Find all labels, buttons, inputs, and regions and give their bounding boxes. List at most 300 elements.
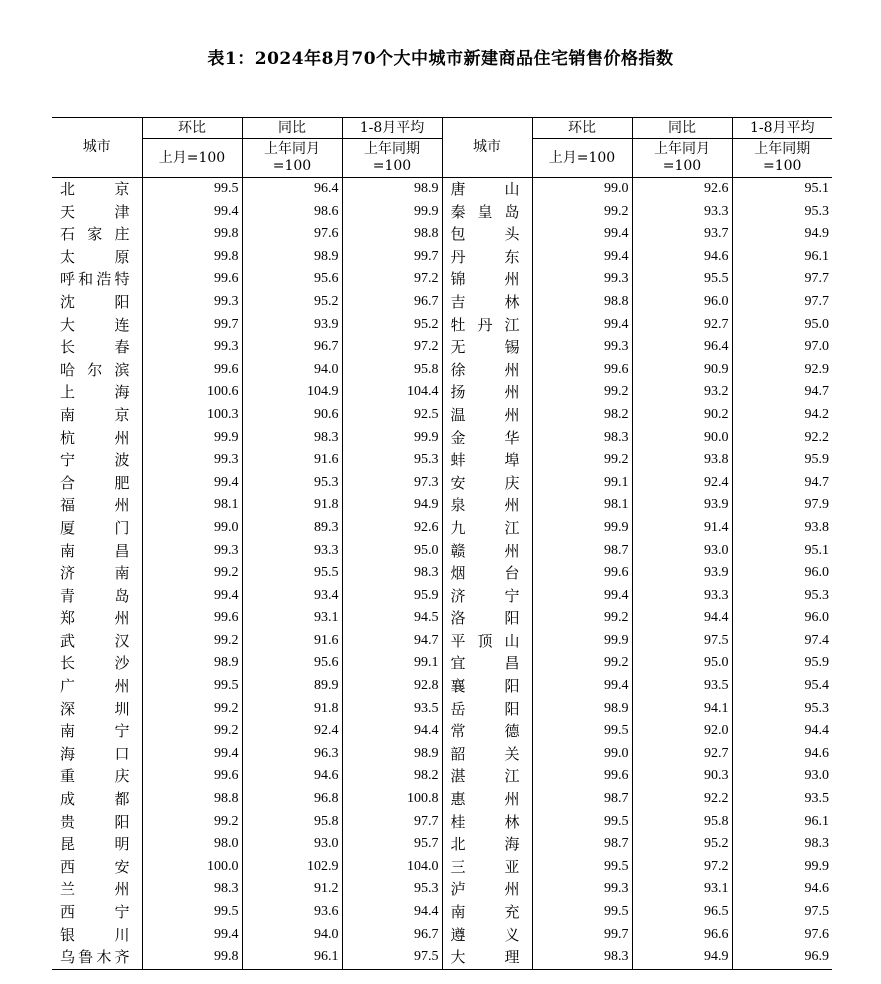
cell-city-left: 重庆: [52, 765, 142, 788]
header-avg-base-line2: =100: [763, 158, 802, 174]
cell-yoy-left: 96.8: [242, 788, 342, 811]
cell-mom-left: 100.3: [142, 404, 242, 427]
cell-city-left: 乌鲁木齐: [52, 946, 142, 969]
cell-yoy-left: 96.7: [242, 336, 342, 359]
cell-avg-left: 95.2: [342, 314, 442, 337]
cell-avg-left: 95.7: [342, 833, 442, 856]
cell-avg-left: 97.3: [342, 472, 442, 495]
cell-city-right: 牡丹江: [442, 314, 532, 337]
cell-avg-right: 92.2: [732, 427, 832, 450]
cell-avg-left: 98.9: [342, 178, 442, 201]
cell-avg-left: 98.8: [342, 223, 442, 246]
header-avg-right: 1-8月平均: [732, 118, 832, 139]
cell-city-right: 洛阳: [442, 607, 532, 630]
table-row: [52, 178, 832, 201]
cell-city-right: 襄阳: [442, 675, 532, 698]
cell-yoy-right: 93.7: [632, 223, 732, 246]
cell-city-right: 包头: [442, 223, 532, 246]
cell-mom-right: 99.5: [532, 901, 632, 924]
cell-mom-right: 98.9: [532, 698, 632, 721]
cell-yoy-left: 96.3: [242, 743, 342, 766]
table-row: [52, 223, 832, 246]
cell-yoy-right: 95.2: [632, 833, 732, 856]
cell-city-left: 大连: [52, 314, 142, 337]
cell-avg-left: 104.4: [342, 381, 442, 404]
cell-mom-right: 99.9: [532, 517, 632, 540]
cell-avg-right: 96.1: [732, 246, 832, 269]
cell-mom-right: 99.4: [532, 246, 632, 269]
cell-yoy-left: 94.0: [242, 924, 342, 947]
cell-mom-left: 99.4: [142, 924, 242, 947]
cell-mom-left: 99.6: [142, 268, 242, 291]
cell-avg-right: 94.7: [732, 472, 832, 495]
cell-avg-left: 96.7: [342, 291, 442, 314]
cell-avg-left: 97.2: [342, 336, 442, 359]
cell-city-left: 银川: [52, 924, 142, 947]
cell-avg-left: 92.5: [342, 404, 442, 427]
cell-avg-left: 97.7: [342, 811, 442, 834]
cell-mom-left: 99.2: [142, 630, 242, 653]
cell-yoy-right: 90.3: [632, 765, 732, 788]
cell-mom-right: 99.4: [532, 675, 632, 698]
table-row: [52, 788, 832, 811]
cell-mom-left: 99.3: [142, 540, 242, 563]
cell-city-right: 三亚: [442, 856, 532, 879]
price-index-table: [52, 117, 832, 970]
cell-mom-left: 99.8: [142, 223, 242, 246]
cell-mom-right: 98.3: [532, 427, 632, 450]
cell-mom-left: 99.6: [142, 359, 242, 382]
cell-yoy-right: 90.2: [632, 404, 732, 427]
cell-avg-right: 95.3: [732, 698, 832, 721]
cell-avg-left: 99.9: [342, 201, 442, 224]
cell-city-right: 安庆: [442, 472, 532, 495]
cell-yoy-right: 94.9: [632, 946, 732, 969]
cell-yoy-left: 91.2: [242, 878, 342, 901]
cell-yoy-right: 93.0: [632, 540, 732, 563]
cell-city-right: 桂林: [442, 811, 532, 834]
cell-city-right: 惠州: [442, 788, 532, 811]
cell-mom-right: 99.0: [532, 743, 632, 766]
table-row: [52, 246, 832, 269]
cell-mom-left: 99.2: [142, 698, 242, 721]
cell-avg-right: 97.5: [732, 901, 832, 924]
cell-avg-left: 97.2: [342, 268, 442, 291]
cell-mom-left: 99.5: [142, 675, 242, 698]
cell-city-left: 南京: [52, 404, 142, 427]
cell-mom-left: 98.0: [142, 833, 242, 856]
cell-yoy-left: 97.6: [242, 223, 342, 246]
cell-mom-left: 99.3: [142, 291, 242, 314]
cell-city-left: 杭州: [52, 427, 142, 450]
cell-city-right: 赣州: [442, 540, 532, 563]
header-yoy-left: 同比: [242, 118, 342, 139]
cell-avg-left: 104.0: [342, 856, 442, 879]
table-row: [52, 698, 832, 721]
table-row: [52, 314, 832, 337]
cell-avg-right: 97.7: [732, 291, 832, 314]
cell-yoy-left: 96.4: [242, 178, 342, 201]
table-row: [52, 472, 832, 495]
cell-yoy-left: 89.3: [242, 517, 342, 540]
cell-yoy-left: 93.6: [242, 901, 342, 924]
cell-mom-left: 99.8: [142, 946, 242, 969]
cell-mom-left: 98.8: [142, 788, 242, 811]
cell-yoy-left: 102.9: [242, 856, 342, 879]
cell-avg-right: 92.9: [732, 359, 832, 382]
cell-yoy-right: 94.4: [632, 607, 732, 630]
cell-city-left: 青岛: [52, 585, 142, 608]
cell-mom-right: 99.3: [532, 878, 632, 901]
cell-mom-left: 99.8: [142, 246, 242, 269]
table-row: [52, 765, 832, 788]
table-row: [52, 359, 832, 382]
table-body: [52, 178, 832, 970]
cell-yoy-left: 95.6: [242, 268, 342, 291]
cell-avg-left: 93.5: [342, 698, 442, 721]
cell-yoy-right: 93.5: [632, 675, 732, 698]
table-row: [52, 268, 832, 291]
cell-mom-left: 99.5: [142, 178, 242, 201]
cell-yoy-right: 95.5: [632, 268, 732, 291]
header-mom-base-right: 上月=100: [532, 139, 632, 178]
cell-avg-left: 94.9: [342, 494, 442, 517]
cell-city-left: 海口: [52, 743, 142, 766]
cell-yoy-left: 91.6: [242, 449, 342, 472]
cell-city-left: 长春: [52, 336, 142, 359]
table-row: [52, 652, 832, 675]
cell-avg-right: 94.2: [732, 404, 832, 427]
header-yoy-base-line1: 上年同月: [264, 141, 320, 157]
cell-avg-left: 100.8: [342, 788, 442, 811]
cell-mom-left: 98.1: [142, 494, 242, 517]
header-avg-base-line1: 上年同期: [754, 141, 811, 157]
cell-mom-right: 99.2: [532, 201, 632, 224]
cell-city-left: 深圳: [52, 698, 142, 721]
table-row: [52, 743, 832, 766]
cell-avg-left: 94.5: [342, 607, 442, 630]
cell-city-right: 大理: [442, 946, 532, 969]
cell-yoy-left: 93.4: [242, 585, 342, 608]
cell-mom-left: 99.6: [142, 765, 242, 788]
cell-city-right: 遵义: [442, 924, 532, 947]
cell-avg-right: 95.4: [732, 675, 832, 698]
header-mom-right: 环比: [532, 118, 632, 139]
header-mom-base-left: 上月=100: [142, 139, 242, 178]
cell-avg-left: 94.7: [342, 630, 442, 653]
cell-avg-left: 99.7: [342, 246, 442, 269]
cell-avg-right: 95.3: [732, 201, 832, 224]
cell-avg-right: 95.9: [732, 652, 832, 675]
cell-city-right: 蚌埠: [442, 449, 532, 472]
cell-city-left: 北京: [52, 178, 142, 201]
cell-mom-right: 98.2: [532, 404, 632, 427]
cell-city-right: 丹东: [442, 246, 532, 269]
cell-mom-left: 99.2: [142, 562, 242, 585]
header-yoy-base-line1: 上年同月: [654, 141, 710, 157]
cell-city-left: 天津: [52, 201, 142, 224]
cell-mom-right: 99.5: [532, 811, 632, 834]
cell-yoy-left: 91.8: [242, 698, 342, 721]
cell-yoy-left: 95.5: [242, 562, 342, 585]
cell-mom-left: 99.5: [142, 901, 242, 924]
cell-mom-left: 99.0: [142, 517, 242, 540]
cell-city-right: 吉林: [442, 291, 532, 314]
cell-city-left: 武汉: [52, 630, 142, 653]
table-row: [52, 562, 832, 585]
cell-city-right: 岳阳: [442, 698, 532, 721]
cell-yoy-right: 92.2: [632, 788, 732, 811]
cell-yoy-left: 98.3: [242, 427, 342, 450]
cell-mom-left: 99.9: [142, 427, 242, 450]
cell-city-right: 烟台: [442, 562, 532, 585]
cell-mom-left: 99.3: [142, 449, 242, 472]
cell-mom-left: 99.4: [142, 743, 242, 766]
cell-city-right: 金华: [442, 427, 532, 450]
cell-city-left: 昆明: [52, 833, 142, 856]
cell-avg-left: 95.8: [342, 359, 442, 382]
header-avg-base-line1: 上年同期: [364, 141, 420, 157]
cell-yoy-left: 95.6: [242, 652, 342, 675]
cell-avg-right: 94.6: [732, 743, 832, 766]
table-row: [52, 494, 832, 517]
cell-avg-right: 97.9: [732, 494, 832, 517]
header-city-left: 城市: [52, 118, 142, 178]
header-yoy-base-right: [632, 139, 732, 178]
cell-yoy-right: 93.3: [632, 201, 732, 224]
cell-avg-right: 95.3: [732, 585, 832, 608]
table-row: [52, 404, 832, 427]
cell-avg-right: 93.5: [732, 788, 832, 811]
cell-mom-right: 99.4: [532, 314, 632, 337]
cell-mom-right: 98.8: [532, 291, 632, 314]
cell-mom-left: 99.6: [142, 607, 242, 630]
cell-mom-right: 98.1: [532, 494, 632, 517]
cell-mom-left: 100.6: [142, 381, 242, 404]
cell-avg-right: 95.1: [732, 178, 832, 201]
cell-mom-left: 99.2: [142, 811, 242, 834]
cell-city-left: 广州: [52, 675, 142, 698]
header-yoy-right: 同比: [632, 118, 732, 139]
cell-yoy-right: 93.8: [632, 449, 732, 472]
cell-city-right: 唐山: [442, 178, 532, 201]
cell-yoy-right: 97.2: [632, 856, 732, 879]
cell-avg-right: 97.6: [732, 924, 832, 947]
cell-city-left: 济南: [52, 562, 142, 585]
cell-avg-right: 96.0: [732, 562, 832, 585]
cell-city-left: 太原: [52, 246, 142, 269]
cell-yoy-left: 89.9: [242, 675, 342, 698]
cell-mom-right: 99.6: [532, 359, 632, 382]
cell-mom-right: 99.6: [532, 562, 632, 585]
cell-avg-left: 95.3: [342, 449, 442, 472]
cell-city-left: 厦门: [52, 517, 142, 540]
cell-yoy-left: 91.6: [242, 630, 342, 653]
cell-city-left: 西安: [52, 856, 142, 879]
header-city-right: 城市: [442, 118, 532, 178]
cell-yoy-left: 93.3: [242, 540, 342, 563]
cell-city-left: 南昌: [52, 540, 142, 563]
table-header: [52, 118, 832, 178]
cell-avg-right: 96.0: [732, 607, 832, 630]
cell-mom-right: 99.4: [532, 223, 632, 246]
cell-city-right: 平顶山: [442, 630, 532, 653]
cell-city-left: 宁波: [52, 449, 142, 472]
cell-yoy-right: 92.0: [632, 720, 732, 743]
cell-mom-left: 99.4: [142, 472, 242, 495]
cell-mom-right: 99.7: [532, 924, 632, 947]
cell-yoy-right: 93.9: [632, 494, 732, 517]
cell-mom-right: 99.1: [532, 472, 632, 495]
cell-city-left: 南宁: [52, 720, 142, 743]
cell-city-right: 宜昌: [442, 652, 532, 675]
table-row: [52, 540, 832, 563]
cell-avg-left: 99.1: [342, 652, 442, 675]
cell-avg-right: 98.3: [732, 833, 832, 856]
cell-yoy-right: 90.9: [632, 359, 732, 382]
cell-avg-left: 94.4: [342, 720, 442, 743]
header-avg-base-left: [342, 139, 442, 178]
cell-avg-left: 97.5: [342, 946, 442, 969]
cell-city-left: 郑州: [52, 607, 142, 630]
cell-city-right: 秦皇岛: [442, 201, 532, 224]
header-avg-left: 1-8月平均: [342, 118, 442, 139]
page-title: 表1：2024年8月70个大中城市新建商品住宅销售价格指数: [207, 49, 674, 69]
table-row: [52, 630, 832, 653]
cell-yoy-right: 93.1: [632, 878, 732, 901]
cell-avg-right: 95.0: [732, 314, 832, 337]
cell-avg-left: 92.8: [342, 675, 442, 698]
cell-mom-right: 99.3: [532, 268, 632, 291]
cell-yoy-right: 93.3: [632, 585, 732, 608]
table-row: [52, 336, 832, 359]
cell-avg-right: 95.1: [732, 540, 832, 563]
cell-city-left: 石家庄: [52, 223, 142, 246]
cell-city-left: 福州: [52, 494, 142, 517]
cell-city-left: 呼和浩特: [52, 268, 142, 291]
cell-yoy-right: 92.7: [632, 743, 732, 766]
header-yoy-base-line2: =100: [272, 158, 312, 174]
table-row: [52, 946, 832, 969]
cell-yoy-left: 95.2: [242, 291, 342, 314]
cell-city-right: 湛江: [442, 765, 532, 788]
table-row: [52, 675, 832, 698]
cell-yoy-left: 95.3: [242, 472, 342, 495]
cell-city-right: 韶关: [442, 743, 532, 766]
cell-city-left: 成都: [52, 788, 142, 811]
cell-yoy-left: 98.9: [242, 246, 342, 269]
cell-avg-left: 95.9: [342, 585, 442, 608]
cell-city-left: 合肥: [52, 472, 142, 495]
cell-yoy-right: 96.6: [632, 924, 732, 947]
cell-city-right: 无锡: [442, 336, 532, 359]
table-row: [52, 517, 832, 540]
table-row: [52, 720, 832, 743]
cell-mom-right: 99.2: [532, 381, 632, 404]
cell-mom-left: 100.0: [142, 856, 242, 879]
cell-avg-left: 98.9: [342, 743, 442, 766]
table-row: [52, 856, 832, 879]
header-yoy-base-left: [242, 139, 342, 178]
cell-yoy-right: 95.8: [632, 811, 732, 834]
cell-yoy-left: 95.8: [242, 811, 342, 834]
cell-city-left: 上海: [52, 381, 142, 404]
cell-yoy-left: 98.6: [242, 201, 342, 224]
cell-yoy-left: 93.9: [242, 314, 342, 337]
cell-avg-right: 93.0: [732, 765, 832, 788]
table-row: [52, 607, 832, 630]
cell-yoy-right: 95.0: [632, 652, 732, 675]
cell-avg-right: 94.4: [732, 720, 832, 743]
cell-avg-right: 99.9: [732, 856, 832, 879]
cell-city-left: 贵阳: [52, 811, 142, 834]
cell-yoy-right: 92.4: [632, 472, 732, 495]
cell-yoy-left: 90.6: [242, 404, 342, 427]
cell-city-left: 长沙: [52, 652, 142, 675]
cell-avg-left: 92.6: [342, 517, 442, 540]
cell-mom-right: 99.5: [532, 856, 632, 879]
table-row: [52, 381, 832, 404]
header-mom-left: 环比: [142, 118, 242, 139]
cell-yoy-left: 94.0: [242, 359, 342, 382]
cell-yoy-right: 93.2: [632, 381, 732, 404]
cell-mom-right: 99.5: [532, 720, 632, 743]
cell-yoy-left: 93.1: [242, 607, 342, 630]
cell-yoy-left: 96.1: [242, 946, 342, 969]
cell-avg-left: 94.4: [342, 901, 442, 924]
header-yoy-base-line2: =100: [662, 158, 702, 174]
cell-mom-right: 99.4: [532, 585, 632, 608]
table-row: [52, 449, 832, 472]
cell-avg-right: 93.8: [732, 517, 832, 540]
table-row: [52, 924, 832, 947]
table-row: [52, 811, 832, 834]
table-row: [52, 291, 832, 314]
table-row: [52, 201, 832, 224]
cell-city-left: 西宁: [52, 901, 142, 924]
cell-avg-left: 98.2: [342, 765, 442, 788]
cell-mom-right: 99.2: [532, 652, 632, 675]
cell-mom-right: 99.2: [532, 449, 632, 472]
cell-avg-right: 95.9: [732, 449, 832, 472]
cell-mom-left: 99.7: [142, 314, 242, 337]
cell-avg-left: 96.7: [342, 924, 442, 947]
cell-avg-right: 94.9: [732, 223, 832, 246]
table-row: [52, 901, 832, 924]
cell-mom-right: 99.9: [532, 630, 632, 653]
cell-city-right: 锦州: [442, 268, 532, 291]
cell-mom-right: 99.6: [532, 765, 632, 788]
cell-avg-left: 98.3: [342, 562, 442, 585]
cell-city-right: 泸州: [442, 878, 532, 901]
cell-mom-left: 99.2: [142, 720, 242, 743]
cell-yoy-right: 97.5: [632, 630, 732, 653]
cell-avg-right: 97.0: [732, 336, 832, 359]
cell-avg-right: 97.7: [732, 268, 832, 291]
cell-city-right: 徐州: [442, 359, 532, 382]
cell-avg-right: 96.1: [732, 811, 832, 834]
cell-city-right: 常德: [442, 720, 532, 743]
cell-city-right: 北海: [442, 833, 532, 856]
cell-mom-right: 99.0: [532, 178, 632, 201]
cell-city-right: 温州: [442, 404, 532, 427]
cell-yoy-right: 96.5: [632, 901, 732, 924]
cell-yoy-left: 104.9: [242, 381, 342, 404]
cell-mom-left: 98.9: [142, 652, 242, 675]
header-avg-base-right: [732, 139, 832, 178]
cell-mom-left: 99.4: [142, 201, 242, 224]
cell-city-right: 泉州: [442, 494, 532, 517]
